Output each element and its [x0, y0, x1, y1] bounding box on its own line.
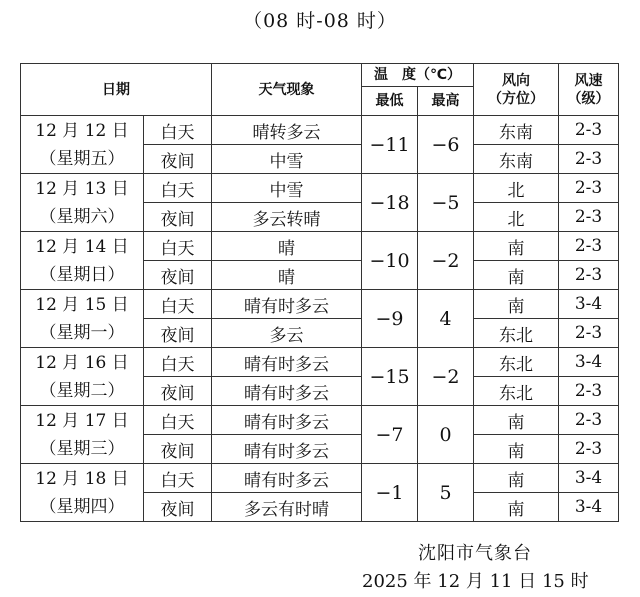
temp-max-cell: −5 [418, 174, 474, 232]
wind-speed-cell: 3-4 [559, 348, 619, 377]
temp-min-cell: −10 [362, 232, 418, 290]
period-cell: 夜间 [144, 145, 212, 174]
period-cell: 夜间 [144, 319, 212, 348]
period-cell: 白天 [144, 464, 212, 493]
header-weather: 天气现象 [212, 64, 362, 116]
temp-min-cell: −11 [362, 116, 418, 174]
wind-speed-cell: 3-4 [559, 464, 619, 493]
header-wind-speed: 风速 （级） [559, 64, 619, 116]
period-cell: 白天 [144, 116, 212, 145]
period-cell: 夜间 [144, 493, 212, 522]
period-cell: 夜间 [144, 203, 212, 232]
temp-max-cell: −2 [418, 232, 474, 290]
table-row [21, 116, 619, 145]
table-row [21, 174, 619, 203]
wind-direction-cell: 北 [474, 174, 559, 203]
table-row [21, 464, 619, 493]
period-cell: 夜间 [144, 377, 212, 406]
weather-cell: 晴转多云 [212, 116, 362, 145]
date-text: 12 月 15 日 [35, 294, 129, 315]
weather-cell: 晴 [212, 232, 362, 261]
wind-direction-cell: 南 [474, 406, 559, 435]
date-text: 12 月 12 日 [35, 120, 129, 141]
period-cell: 夜间 [144, 261, 212, 290]
wind-direction-cell: 东北 [474, 348, 559, 377]
date-cell [21, 232, 144, 290]
date-text: 12 月 18 日 [35, 468, 129, 489]
temp-max-cell: 0 [418, 406, 474, 464]
wind-direction-cell: 南 [474, 493, 559, 522]
table-row [21, 348, 619, 377]
weather-cell: 多云转晴 [212, 203, 362, 232]
table-row [21, 232, 619, 261]
forecast-period-subtitle: （08 时-08 时） [243, 10, 397, 32]
temp-max-cell: 5 [418, 464, 474, 522]
date-cell [21, 290, 144, 348]
date-cell [21, 174, 144, 232]
weather-cell: 晴有时多云 [212, 348, 362, 377]
period-cell: 白天 [144, 406, 212, 435]
weather-forecast-table [20, 63, 619, 522]
table-row [21, 290, 619, 319]
weather-cell: 晴有时多云 [212, 435, 362, 464]
weather-cell: 晴有时多云 [212, 377, 362, 406]
temp-min-cell: −7 [362, 406, 418, 464]
period-cell: 白天 [144, 290, 212, 319]
weather-cell: 晴有时多云 [212, 406, 362, 435]
wind-speed-cell: 2-3 [559, 116, 619, 145]
wind-speed-cell: 2-3 [559, 145, 619, 174]
period-cell: 白天 [144, 232, 212, 261]
wind-direction-cell: 南 [474, 232, 559, 261]
date-cell [21, 464, 144, 522]
weather-cell: 晴有时多云 [212, 290, 362, 319]
temp-min-cell: −18 [362, 174, 418, 232]
wind-speed-cell: 2-3 [559, 174, 619, 203]
wind-direction-cell: 南 [474, 435, 559, 464]
temp-min-cell: −15 [362, 348, 418, 406]
weather-cell: 晴有时多云 [212, 464, 362, 493]
date-text: 12 月 17 日 [35, 410, 129, 431]
temp-max-cell: 4 [418, 290, 474, 348]
period-cell: 夜间 [144, 435, 212, 464]
date-cell [21, 406, 144, 464]
wind-speed-cell: 2-3 [559, 261, 619, 290]
weather-cell: 晴 [212, 261, 362, 290]
table-row [21, 406, 619, 435]
weekday-text: （星期二） [39, 380, 125, 401]
weather-cell: 多云 [212, 319, 362, 348]
weekday-text: （星期六） [39, 206, 125, 227]
wind-speed-cell: 3-4 [559, 493, 619, 522]
wind-speed-cell: 2-3 [559, 377, 619, 406]
weekday-text: （星期一） [39, 322, 125, 343]
weekday-text: （星期四） [39, 496, 125, 517]
header-temp-min: 最低 [362, 87, 418, 116]
issuer-name: 沈阳市气象台 [418, 543, 532, 564]
weather-cell: 中雪 [212, 174, 362, 203]
wind-direction-cell: 南 [474, 464, 559, 493]
date-cell [21, 348, 144, 406]
wind-speed-cell: 3-4 [559, 290, 619, 319]
wind-direction-cell: 南 [474, 290, 559, 319]
wind-speed-cell: 2-3 [559, 406, 619, 435]
date-cell [21, 116, 144, 174]
weekday-text: （星期五） [39, 148, 125, 169]
wind-direction-cell: 南 [474, 261, 559, 290]
wind-direction-cell: 东北 [474, 377, 559, 406]
weather-cell: 中雪 [212, 145, 362, 174]
header-wind-direction: 风向 （方位） [474, 64, 559, 116]
date-text: 12 月 16 日 [35, 352, 129, 373]
temp-min-cell: −9 [362, 290, 418, 348]
wind-speed-cell: 2-3 [559, 203, 619, 232]
weekday-text: （星期日） [39, 264, 125, 285]
weekday-text: （星期三） [39, 438, 125, 459]
wind-speed-cell: 2-3 [559, 232, 619, 261]
period-cell: 白天 [144, 348, 212, 377]
wind-direction-cell: 东南 [474, 145, 559, 174]
weather-cell: 多云有时晴 [212, 493, 362, 522]
wind-direction-cell: 北 [474, 203, 559, 232]
issue-timestamp: 2025 年 12 月 11 日 15 时 [362, 571, 589, 592]
header-temp-max: 最高 [418, 87, 474, 116]
wind-direction-cell: 东南 [474, 116, 559, 145]
wind-speed-cell: 2-3 [559, 319, 619, 348]
header-date: 日期 [21, 64, 212, 116]
wind-speed-cell: 2-3 [559, 435, 619, 464]
date-text: 12 月 14 日 [35, 236, 129, 257]
date-text: 12 月 13 日 [35, 178, 129, 199]
temp-max-cell: −2 [418, 348, 474, 406]
wind-direction-cell: 东北 [474, 319, 559, 348]
temp-min-cell: −1 [362, 464, 418, 522]
period-cell: 白天 [144, 174, 212, 203]
header-temperature: 温 度（℃） [362, 64, 474, 87]
temp-max-cell: −6 [418, 116, 474, 174]
